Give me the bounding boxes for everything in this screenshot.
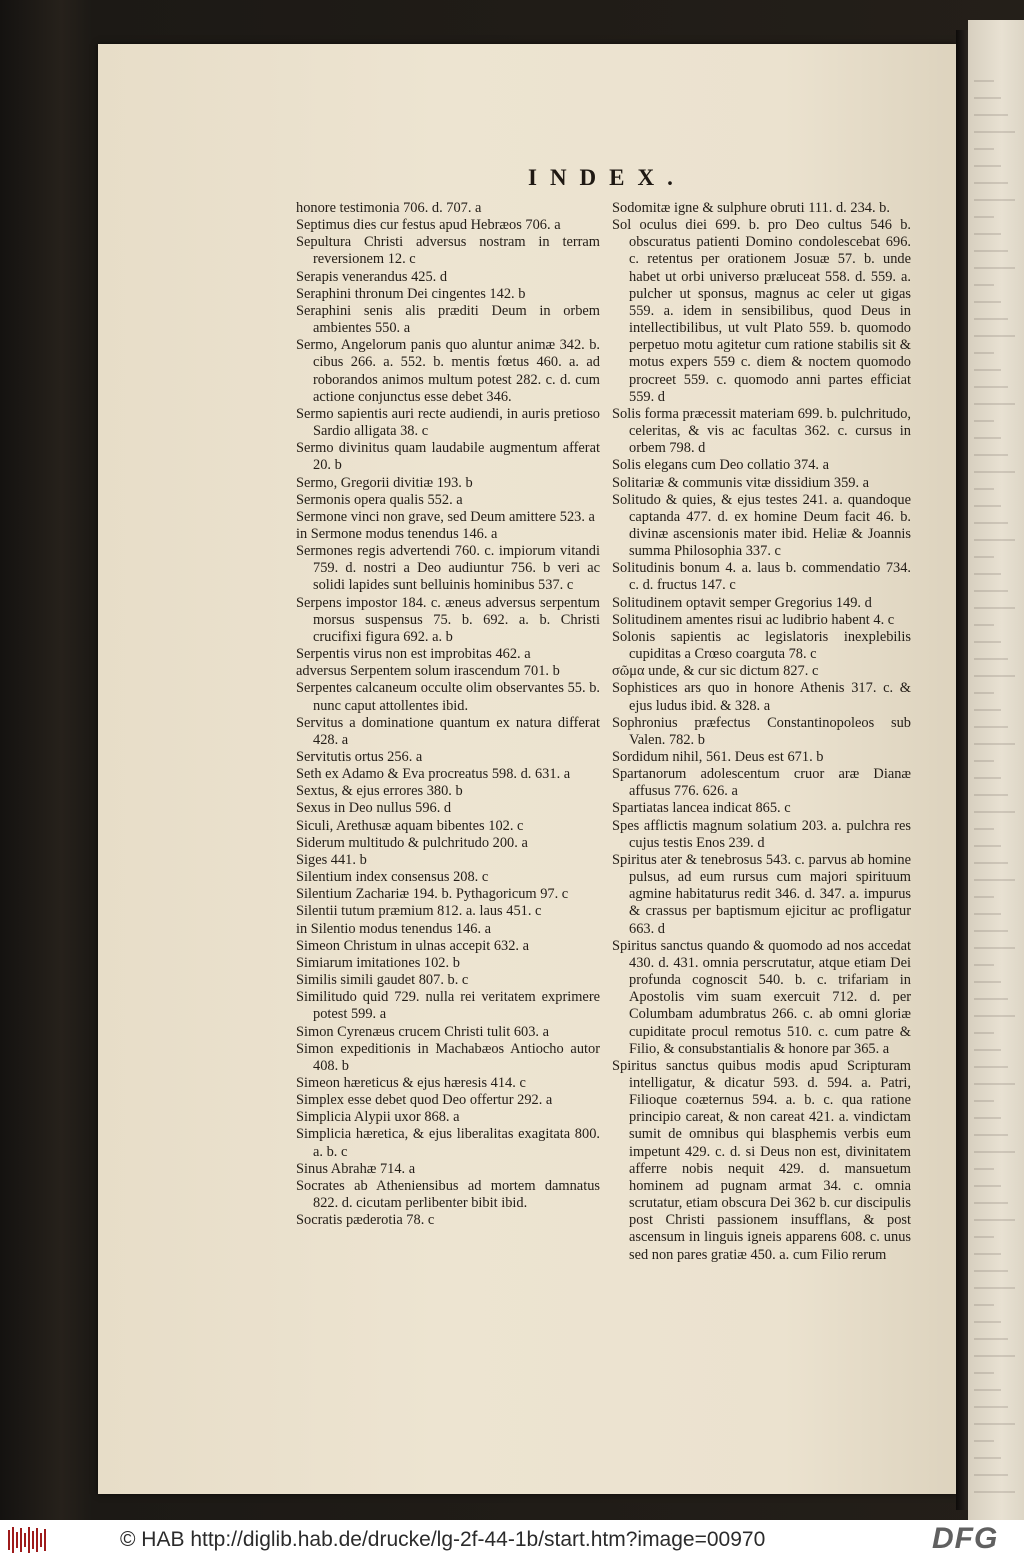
index-entry: Simiarum imitationes 102. b bbox=[296, 954, 460, 971]
dfg-logo: DFG bbox=[932, 1522, 999, 1555]
index-entry: Septimus dies cur festus apud Hebræos 706. a bbox=[296, 217, 561, 234]
index-entry: Socrates ab Atheniensibus ad mortem damnatus 822. d. cicutam perlibenter bibit ibid. bbox=[296, 1177, 600, 1212]
index-entry: Solitudinem amentes risui ac ludibrio habent 4. c bbox=[612, 611, 895, 628]
index-entry: Sermo divinitus quam laudabile augmentum afferat 20. b bbox=[296, 440, 600, 474]
index-entry: Simon Cyrenæus crucem Christi tulit 603. a bbox=[296, 1023, 550, 1040]
index-entry: Silentium Zachariæ 194. b. Pythagoricum 97. c bbox=[296, 886, 569, 903]
index-entry: Sermo, Gregorii divitiæ 193. b bbox=[296, 474, 473, 491]
index-entry: Simplicia hæretica, & ejus liberalitas exagitata 800. a. b. c bbox=[296, 1126, 600, 1160]
running-head: INDEX. bbox=[528, 165, 686, 190]
index-entry: Serpens impostor 184. c. æneus adversus serpentum morsus suspensus 75. b. 692. a. b. Christi crucifixi figura 692. a. b bbox=[296, 594, 600, 645]
index-entry: Servitutis ortus 256. a bbox=[296, 749, 423, 765]
index-entry: Solitudinis bonum 4. a. laus b. commendatio 734. c. d. fructus 147. c bbox=[612, 560, 911, 594]
index-entry: Sermones regis advertendi 760. c. impiorum vitandi 759. d. nostri a Deo audiuntur 756. b veri ac solidi lapides sunt belluinis hominibus 537. c bbox=[296, 543, 600, 594]
viewer-footer bbox=[0, 1520, 1024, 1560]
index-entry: Seth ex Adamo & Eva procreatus 598. d. 631. a bbox=[296, 766, 571, 783]
index-entry: Sophronius præfectus Constantinopoleos sub Valen. 782. b bbox=[612, 714, 911, 748]
index-column-right bbox=[612, 200, 911, 1264]
index-entry: Sermo, Angelorum panis quo aluntur animæ 342. b. cibus 266. a. 552. b. mentis fœtus 460. a. ad roborandos animos multum potest 282. c. d. cum actione conjunctus esse debet 346. bbox=[296, 337, 600, 405]
index-entry: Sodomitæ igne & sulphure obruti 111. d. 234. b. bbox=[612, 200, 890, 216]
index-entry: Solitudo & quies, & ejus testes 241. a. quandoque captanda 477. d. ex homine Deum facit 46. b. divinæ ascensionis mater ibid. Heliæ & Joannis summa Philosophia 337. c bbox=[612, 491, 911, 560]
index-entry: Spartiatas lancea indicat 865. c bbox=[612, 800, 791, 817]
index-entry: Sermone vinci non grave, sed Deum amittere 523. a bbox=[296, 508, 595, 525]
index-entry: Servitus a dominatione quantum ex natura differat 428. a bbox=[296, 714, 600, 748]
index-entry: Solis elegans cum Deo collatio 374. a bbox=[612, 457, 830, 474]
copyright-link[interactable]: © HAB http://diglib.hab.de/drucke/lg-2f-44-1b/start.htm?image=00970 bbox=[120, 1528, 766, 1551]
hab-logo-icon bbox=[8, 1527, 48, 1553]
index-entry: Simon expeditionis in Machabæos Antiocho autor 408. b bbox=[296, 1040, 600, 1074]
book-gutter bbox=[956, 30, 968, 1510]
index-entry: in Sermone modus tenendus 146. a bbox=[296, 525, 498, 542]
index-entry: adversus Serpentem solum irascendum 701. b bbox=[296, 663, 560, 680]
index-entry: Siderum multitudo & pulchritudo 200. a bbox=[296, 834, 528, 851]
index-entry: Silentium index consensus 208. c bbox=[296, 869, 489, 886]
index-entry: Similitudo quid 729. nulla rei veritatem exprimere potest 599. a bbox=[296, 989, 600, 1023]
index-entry: honore testimonia 706. d. 707. a bbox=[296, 200, 482, 216]
index-entry: Sermo sapientis auri recte audiendi, in auris pretioso Sardio alligata 38. c bbox=[296, 405, 600, 440]
index-entry: Socratis pæderotia 78. c bbox=[296, 1212, 435, 1229]
index-entry: Sexus in Deo nullus 596. d bbox=[296, 800, 452, 817]
index-entry: Simeon Christum in ulnas accepit 632. a bbox=[296, 937, 530, 954]
index-entry: Spiritus ater & tenebrosus 543. c. parvus ab homine pulsus, ad eum rursus cum majori spirituum agmine habitaturus redit 346. d. 347. a. impurus & crassus per baptismum ejicitur ac profligatur 663. d bbox=[612, 851, 911, 937]
index-entry: Seraphini senis alis præditi Deum in orbem ambientes 550. a bbox=[296, 302, 600, 337]
index-entry: Sermonis opera qualis 552. a bbox=[296, 491, 463, 508]
index-entry: Sol oculus diei 699. b. pro Deo cultus 546 b. obscuratus patienti Domino condolescebat 696. c. retentus per orationem Josuæ 57. b. unde habet ut orbi universo præluceat 558. d. 559. a. pulcher ut sponsus, magnus ac celer ut gigas 559. a. idem in sensibilibus, quod Deus in intellectibilibus, ut vult Plato 559. b. quomodo perpetuo motu agitetur cum ratione stabilis sit & motus expers 559 c. diem & noctem quomodo procreet 559. c. quomodo anni partes efficiat 559. d bbox=[612, 217, 911, 405]
index-entry: Sophistices ars quo in honore Athenis 317. c. & ejus ludus ibid. & 328. a bbox=[612, 680, 911, 714]
index-entry: Sinus Abrahæ 714. a bbox=[296, 1160, 416, 1177]
index-entry: Spiritus sanctus quando & quomodo ad nos accedat 430. d. 431. omnia perscrutatur, atque etiam Dei profunda cognoscit 540. b. c. trifariam in Apostolis vim suam exercuit 712. d. per Columbam adumbratus 266. c. ab omni gloriæ cupiditate procul remotus 510. c. cum patre & Filio, & consubstantialis & honore par 365. a bbox=[612, 937, 911, 1057]
index-entry: Solis forma præcessit materiam 699. b. pulchritudo, celeritas, & vis ac facultas 362. c. cursus in orbem 798. d bbox=[612, 405, 911, 457]
index-entry: Simplicia Alypii uxor 868. a bbox=[296, 1109, 460, 1126]
index-entry: Seraphini thronum Dei cingentes 142. b bbox=[296, 285, 526, 302]
index-entry: Siculi, Arethusæ aquam bibentes 102. c bbox=[296, 817, 524, 834]
index-entry: Solonis sapientis ac legislatoris inexplebilis cupiditas a Crœso coarguta 78. c bbox=[612, 628, 911, 663]
index-entry: Sextus, & ejus errores 380. b bbox=[296, 783, 463, 800]
index-entry: Spes afflictis magnum solatium 203. a. pulchra res cujus testis Enos 239. d bbox=[612, 817, 911, 851]
index-entry: in Silentio modus tenendus 146. a bbox=[296, 920, 492, 937]
index-entry: Serpentis virus non est improbitas 462. a bbox=[296, 646, 531, 663]
facing-page-edge bbox=[968, 20, 1024, 1520]
index-entry: Simeon hæreticus & ejus hæresis 414. c bbox=[296, 1074, 526, 1091]
index-entry: Similis simili gaudet 807. b. c bbox=[296, 972, 469, 989]
index-entry: Sepultura Christi adversus nostram in terram reversionem 12. c bbox=[296, 234, 600, 268]
index-entry: Sordidum nihil, 561. Deus est 671. b bbox=[612, 749, 824, 765]
index-column-left bbox=[296, 200, 600, 1229]
index-entry: Serpentes calcaneum occulte olim observantes 55. b. nunc caput attollentes ibid. bbox=[296, 680, 600, 714]
index-entry: Silentii tutum præmium 812. a. laus 451. c bbox=[296, 903, 542, 920]
index-entry: Solitudinem optavit semper Gregorius 149. d bbox=[612, 594, 872, 611]
index-entry: Spiritus sanctus quibus modis apud Scripturam intelligatur, & dicatur 593. d. 594. a. Patri, Filioque coæternus 594. a. b. c. qua ratione principio careat, & non careat 421. a. vindictam sumit de omnibus qui blasphemis verbis eum impetunt 429. c. d. si Deus non est, divinitatem afferre nobis nequit 429. d. mansuetum hominem ad pugnam armat 34. c. omnia scrutatur, etiam obscura Dei 362 b. cur discipulis post Christi passionem insufflans, & post ascensum in linguis igneis apparens 608. c. unus sed non pares gratiæ 450. a. cum Filio rerum bbox=[612, 1057, 911, 1263]
index-entry: Serapis venerandus 425. d bbox=[296, 268, 448, 285]
index-entry: Siges 441. b bbox=[296, 851, 367, 868]
index-entry: Spartanorum adolescentum cruor aræ Dianæ affusus 776. 626. a bbox=[612, 766, 911, 800]
index-entry: σῶμα unde, & cur sic dictum 827. c bbox=[612, 663, 819, 680]
index-entry: Simplex esse debet quod Deo offertur 292. a bbox=[296, 1092, 553, 1109]
index-entry: Solitariæ & communis vitæ dissidium 359. a bbox=[612, 474, 870, 491]
